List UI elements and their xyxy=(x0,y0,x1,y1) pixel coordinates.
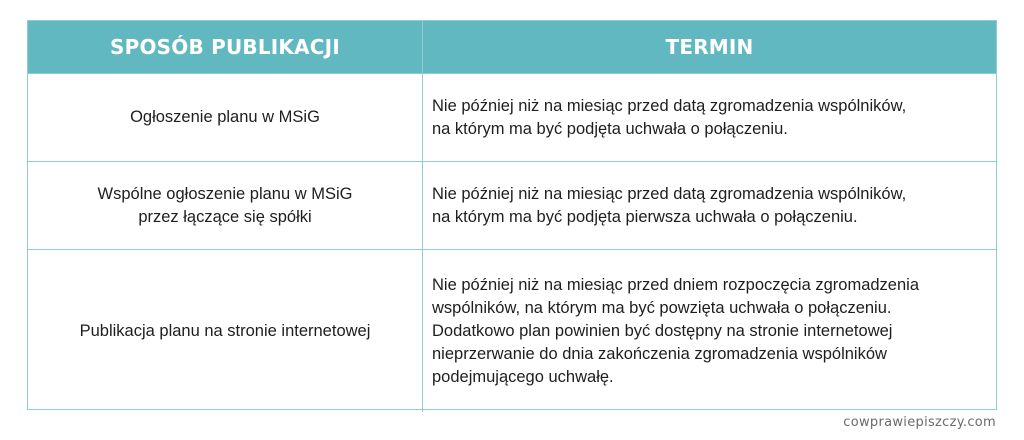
term-text: Nie później niż na miesiąc przed datą zgromadzenia wspólników, xyxy=(432,184,907,203)
term-cell xyxy=(423,74,997,162)
header-term: TERMIN xyxy=(423,21,997,74)
term-text: nieprzerwanie do dnia zakończenia zgromadzenia wspólników xyxy=(432,344,887,363)
term-text: Nie później niż na miesiąc przed datą zgromadzenia wspólników, xyxy=(432,96,907,115)
term-text: Dodatkowo plan powinien być dostępny na stronie internetowej xyxy=(432,321,893,340)
term-cell xyxy=(423,162,997,250)
method-cell xyxy=(28,74,423,162)
method-cell xyxy=(28,162,423,250)
term-text: podejmującego uchwałę. xyxy=(432,367,614,386)
table-row xyxy=(28,162,996,250)
term-text: wspólników, na którym ma być powzięta uchwała o połączeniu. xyxy=(432,298,892,317)
source-credit: cowprawiepiszczy.com xyxy=(843,415,996,430)
term-cell xyxy=(423,250,997,413)
method-text: przez łączące się spółki xyxy=(138,207,312,226)
term-text: na którym ma być podjęta uchwała o połączeniu. xyxy=(432,119,788,138)
publication-table-grid xyxy=(28,21,996,412)
term-text: Nie później niż na miesiąc przed dniem rozpoczęcia zgromadzenia xyxy=(432,275,919,294)
table-row xyxy=(28,74,996,162)
header-method: SPOSÓB PUBLIKACJI xyxy=(28,21,423,74)
publication-table xyxy=(27,20,997,410)
method-cell xyxy=(28,250,423,413)
method-text: Ogłoszenie planu w MSiG xyxy=(130,108,320,126)
method-text: Publikacja planu na stronie internetowej xyxy=(79,321,371,340)
table-header-row xyxy=(28,21,996,74)
table-row xyxy=(28,250,996,413)
term-text: na którym ma być podjęta pierwsza uchwała o połączeniu. xyxy=(432,207,858,226)
method-text: Wspólne ogłoszenie planu w MSiG xyxy=(97,184,353,203)
